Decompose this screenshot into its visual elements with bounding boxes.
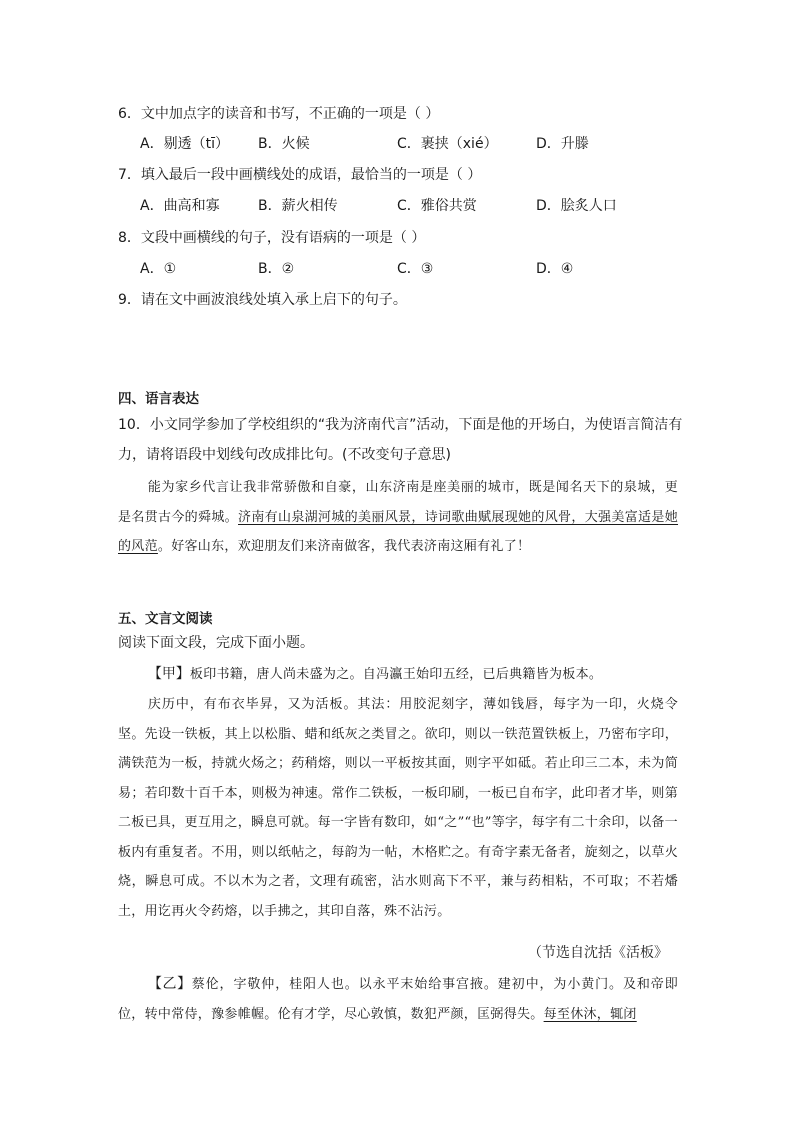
q7-option-b[interactable]: B．薪火相传 [258, 198, 338, 214]
question-7-stem: 7．填入最后一段中画横线处的成语，最恰当的一项是（ ） [118, 167, 482, 183]
section-4-passage [118, 473, 678, 562]
question-10-line-1: 10．小文同学参加了学校组织的“我为济南代言”活动，下面是他的开场白，为使语言简洁有 [118, 417, 683, 433]
q6-option-a[interactable]: A．剔透（tī） [140, 136, 229, 152]
passage-yi-paragraph [118, 970, 678, 1029]
q8-option-a[interactable]: A．① [140, 261, 177, 277]
question-9-stem: 9．请在文中画波浪线处填入承上启下的句子。 [118, 292, 407, 308]
passage-underlined-sentence: 济南有山泉湖河城的美丽风景，诗词歌曲赋展现她的风骨，大强美富适是她的风范 [118, 509, 679, 554]
passage-jia-source: （节选自沈括《活板》 [528, 945, 668, 961]
passage-yi-label: 【乙】 [147, 976, 192, 992]
q8-option-b[interactable]: B．② [258, 261, 295, 277]
passage-jia-label: 【甲】 [147, 666, 190, 682]
passage-yi-underlined-text: 每至休沐，辄闭 [543, 1006, 637, 1022]
passage-jia-text-1: 板印书籍，唐人尚未盛为之。自冯瀛王始印五经，已后典籍皆为板本。 [189, 667, 603, 682]
q8-option-c[interactable]: C．③ [397, 261, 434, 277]
passage-text-before: 能为家乡代言让我非常骄傲和自豪，山东济南是座美丽的城市，既是闻名天下的泉城，更是名贯古今的舜城。 [118, 480, 678, 525]
section-5-title: 五、文言文阅读 [118, 611, 213, 627]
section-4-title: 四、语言表达 [118, 391, 199, 407]
passage-jia-paragraph-1 [118, 660, 678, 690]
q7-option-d[interactable]: D．脍炙人口 [536, 198, 617, 214]
passage-yi-text: 蔡伦，字敬仲，桂阳人也。以永平末始给事宫掖。建初中，为小黄门。及和帝即位，转中常侍，豫参帷幄。伦有才学，尽心敦慎，数犯严颜，匡弼得失。 [118, 977, 678, 1022]
q7-option-a[interactable]: A．曲高和寡 [140, 198, 220, 214]
question-6-stem: 6．文中加点字的读音和书写，不正确的一项是（ ） [118, 106, 440, 122]
q6-option-c[interactable]: C．裹挟（xié） [397, 136, 498, 152]
passage-text-after: 。好客山东，欢迎朋友们来济南做客，我代表济南这厢有礼了！ [157, 539, 531, 554]
question-10-line-2: 力，请将语段中划线句改成排比句。(不改变句子意思) [118, 447, 451, 463]
q8-option-d[interactable]: D．④ [536, 261, 574, 277]
q7-option-c[interactable]: C．雅俗共赏 [397, 198, 477, 214]
question-8-stem: 8．文段中画横线的句子，没有语病的一项是（ ） [118, 230, 426, 246]
q6-option-b[interactable]: B．火候 [258, 136, 310, 152]
section-5-intro: 阅读下面文段，完成下面小题。 [118, 635, 314, 651]
passage-jia-paragraph-2: 庆历中，有布衣毕昇，又为活板。其法：用胶泥刻字，薄如钱唇，每字为一印，火烧令坚。先设一铁板，其上以松脂、蜡和纸灰之类冒之。欲印，则以一铁范置铁板上，乃密布字印，满铁范为一板，持就火炀之；药稍熔，则以一平板按其面，则字平如砥。若止印三二本，未为简易；若印数十百千本，则极为神速。常作二铁板，一板印刷，一板已自布字，此印者才毕，则第二板已具，更互用之，瞬息可就。每一字皆有数印，如“之”“也”等字，每字有二十余印，以备一板内有重复者。不用，则以纸帖之，每韵为一帖，木格贮之。有奇字素无备者，旋刻之，以草火烧，瞬息可成。不以木为之者，文理有疏密，沾水则高下不平，兼与药相粘，不可取；不若燔土，用讫再火令药熔，以手拂之，其印自落，殊不沾污。 [118, 697, 678, 919]
q6-option-d[interactable]: D．升滕 [536, 136, 589, 152]
